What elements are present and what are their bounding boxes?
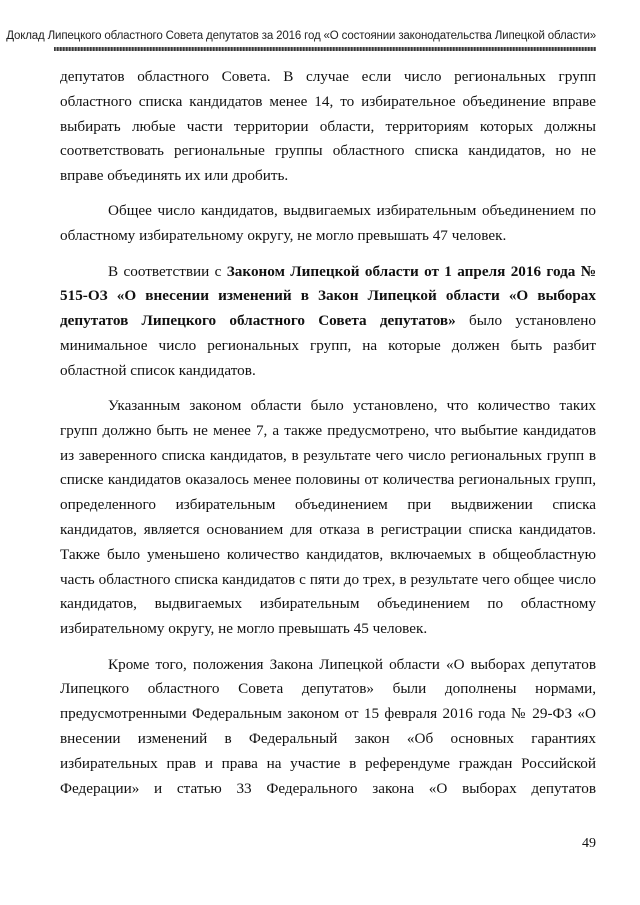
paragraph-2-text: Общее число кандидатов, выдвигаемых избирательным объединением по областному избирательному округу, не могло превышать 47 человек. (60, 202, 596, 245)
body-text (60, 65, 596, 801)
paragraph-5-text: Кроме того, положения Закона Липецкой области «О выборах депутатов Липецкого областного Совета депутатов» были дополнены нормами, предусмотренными Федеральным законом от 15 февраля 2016 года № 29-ФЗ «О внесении изменений в Федеральный закон «Об основных гарантиях избирательных прав и права на участие в референдуме граждан Российской Федерации» и статью 33 Федерального закона «О выборах депутатов (60, 655, 596, 797)
running-header: Доклад Липецкого областного Совета депутатов за 2016 год «О состоянии законодательства Липецкой области» (6, 30, 596, 42)
page-number: 49 (582, 836, 596, 851)
paragraph-3 (60, 260, 596, 384)
paragraph-3-text-b: было установлено минимальное число региональных групп, на которые должен быть разбит областной список кандидатов. (60, 312, 596, 379)
header-rule (54, 47, 596, 51)
paragraph-2 (60, 199, 596, 249)
paragraph-5 (60, 653, 596, 802)
paragraph-1 (60, 65, 596, 189)
paragraph-4 (60, 394, 596, 642)
paragraph-1-text: депутатов областного Совета. В случае если число региональных групп областного списка кандидатов менее 14, то избирательное объединение вправе выбирать любые части территории области, территориям которых должны соответствовать региональные группы областного списка кандидатов, но не вправе объединять их или дробить. (60, 68, 596, 185)
paragraph-4-text: Указанным законом области было установлено, что количество таких групп должно быть не менее 7, а также предусмотрено, что выбытие кандидатов из заверенного списка кандидатов, в результате чего число региональных групп в списке кандидатов оказалось менее половины от количества региональных групп, определенного избирательным объединением при выдвижении списка кандидатов, является основанием для отказа в регистрации списка кандидатов. Также было уменьшено количество кандидатов, включаемых в общеобластную часть областного списка кандидатов с пяти до трех, в результате чего общее число кандидатов, выдвигаемых избирательным объединением по областному избирательному округу, не могло превышать 45 человек. (60, 397, 596, 638)
law-reference: Законом Липецкой области от 1 апреля 2016 года № 515-ОЗ «О внесении изменений в Закон Липецкой области «О выборах депутатов Липецкого областного Совета депутатов» (60, 262, 597, 330)
paragraph-3-text-a: В соответствии с (108, 262, 227, 280)
